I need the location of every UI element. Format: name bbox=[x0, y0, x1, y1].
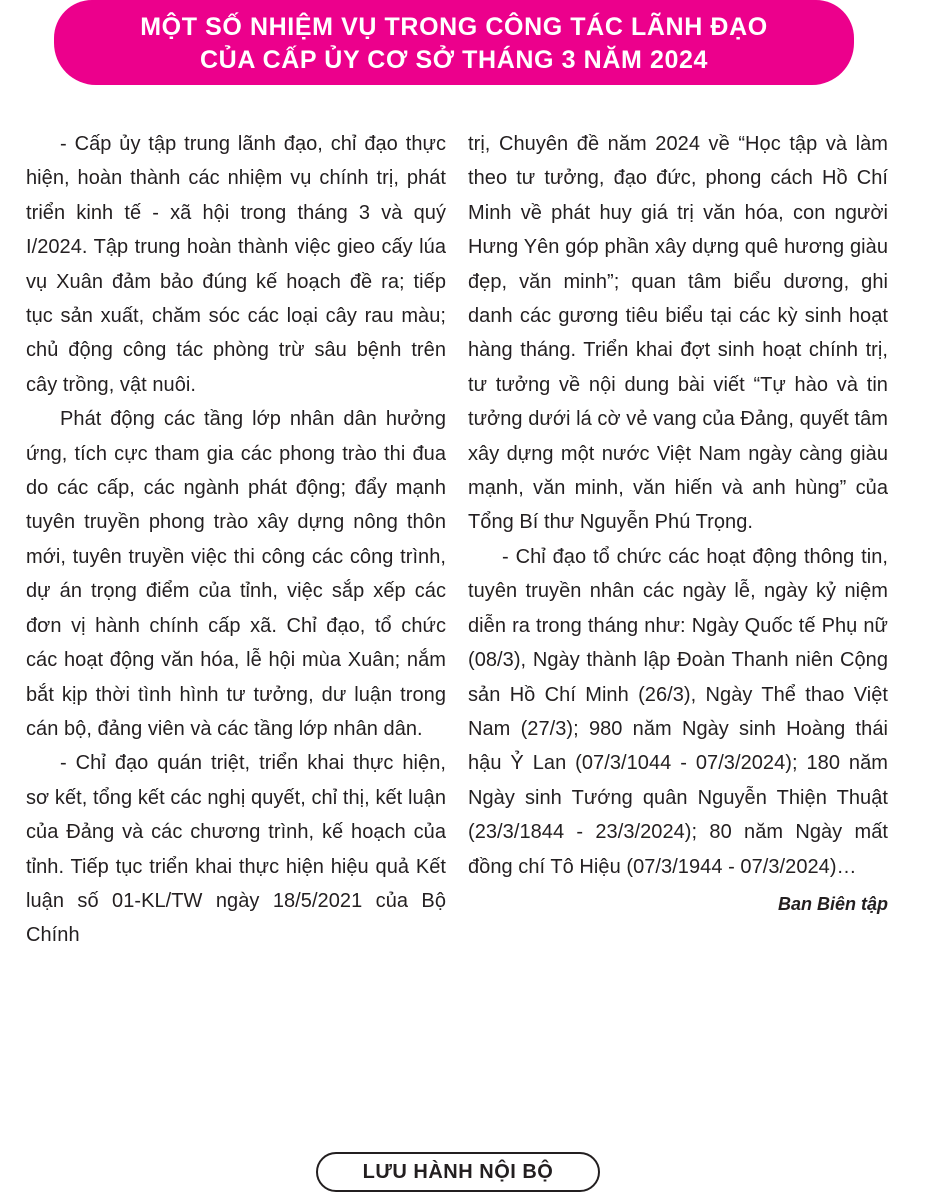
title-banner bbox=[54, 0, 854, 85]
paragraph: - Chỉ đạo quán triệt, triển khai thực hiện, sơ kết, tổng kết các nghị quyết, chỉ thị, kết luận của Đảng và các chương trình, kế hoạch của tỉnh. Tiếp tục triển khai thực hiện hiệu quả Kết luận số 01-KL/TW ngày 18/5/2021 của Bộ Chính bbox=[26, 752, 446, 947]
article-body bbox=[26, 127, 888, 953]
paragraph: Phát động các tầng lớp nhân dân hưởng ứng, tích cực tham gia các phong trào thi đua do các cấp, các ngành phát động; đẩy mạnh tuyên truyền phong trào xây dựng nông thôn mới, tuyên truyền việc thi công các công trình, dự án trọng điểm của tỉnh, việc sắp xếp các đơn vị hành chính cấp xã. Chỉ đạo, tổ chức các hoạt động văn hóa, lễ hội mùa Xuân; nắm bắt kịp thời tình hình tư tưởng, dư luận trong cán bộ, đảng viên và các tầng lớp nhân dân. bbox=[26, 408, 446, 740]
left-column bbox=[26, 127, 446, 953]
right-column bbox=[468, 127, 888, 953]
paragraph: - Cấp ủy tập trung lãnh đạo, chỉ đạo thực hiện, hoàn thành các nhiệm vụ chính trị, phát triển kinh tế - xã hội trong tháng 3 và quý I/2024. Tập trung hoàn thành việc gieo cấy lúa vụ Xuân đảm bảo đúng kế hoạch đề ra; tiếp tục sản xuất, chăm sóc các loại cây rau màu; chủ động công tác phòng trừ sâu bệnh trên cây trồng, vật nuôi. bbox=[26, 133, 446, 396]
signature: Ban Biên tập bbox=[777, 893, 888, 914]
title-line-2: CỦA CẤP ỦY CƠ SỞ THÁNG 3 NĂM 2024 bbox=[200, 45, 708, 74]
paragraph: - Chỉ đạo tổ chức các hoạt động thông tin, tuyên truyền nhân các ngày lễ, ngày kỷ niệm diễn ra trong tháng như: Ngày Quốc tế Phụ nữ (08/3), Ngày thành lập Đoàn Thanh niên Cộng sản Hồ Chí Minh (26/3), Ngày Thể thao Việt Nam (27/3); 980 năm Ngày sinh Hoàng thái hậu Ỷ Lan (07/3/1044 - 07/3/2024); 180 năm Ngày sinh Tướng quân Nguyễn Thiện Thuật (23/3/1844 - 23/3/2024); 80 năm Ngày mất đồng chí Tô Hiệu (07/3/1944 - 07/3/2024)… bbox=[468, 545, 888, 878]
title-line-1: MỘT SỐ NHIỆM VỤ TRONG CÔNG TÁC LÃNH ĐẠO bbox=[140, 12, 768, 41]
internal-circulation-badge: LƯU HÀNH NỘI BỘ bbox=[316, 1152, 600, 1192]
paragraph-continued: trị, Chuyên đề năm 2024 về “Học tập và làm theo tư tưởng, đạo đức, phong cách Hồ Chí Minh về phát huy giá trị văn hóa, con người Hưng Yên góp phần xây dựng quê hương giàu đẹp, văn minh”; quan tâm biểu dương, ghi danh các gương tiêu biểu tại các kỳ sinh hoạt hàng tháng. Triển khai đợt sinh hoạt chính trị, tư tưởng về nội dung bài viết “Tự hào và tin tưởng dưới lá cờ vẻ vang của Đảng, quyết tâm xây dựng một nước Việt Nam ngày càng giàu mạnh, văn minh, văn hiến và anh hùng” của Tổng Bí thư Nguyễn Phú Trọng. bbox=[468, 133, 888, 534]
